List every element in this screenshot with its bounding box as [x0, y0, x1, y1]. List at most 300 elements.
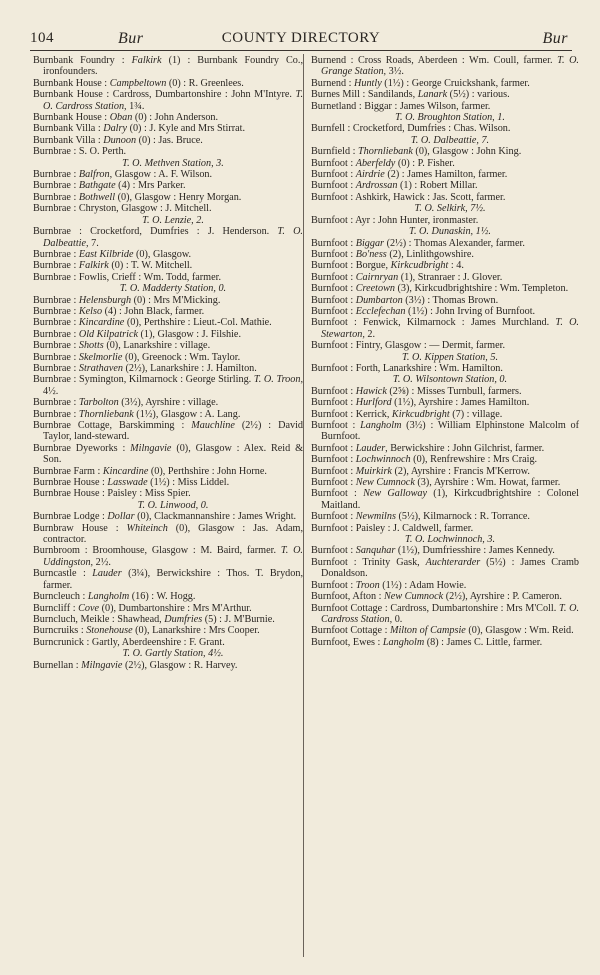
directory-entry [311, 545, 579, 556]
directory-entry [33, 78, 303, 89]
entry-place: Kincardine [102, 465, 149, 477]
directory-entry [33, 466, 303, 477]
entry-place: Huntly [354, 77, 382, 89]
entry-place: Biggar [355, 237, 385, 249]
directory-entry [311, 397, 579, 408]
entry-text: Burnfoot : [311, 237, 356, 249]
entry-text: Burnfoot : Trinity Gask, [311, 556, 426, 568]
entry-detail: (16) : W. Hogg. [129, 591, 196, 603]
entry-place: Troon [355, 579, 380, 591]
directory-entry [33, 523, 303, 546]
entry-telegraph-office: T. O. Dalbeattie, 7. [410, 134, 490, 146]
entry-detail: (1½), Ayrshire : James Hamilton. [391, 397, 530, 409]
entry-detail: (0), Glasgow : Henry Morgan. [115, 191, 242, 203]
entry-text: Burnbrae : [33, 260, 79, 272]
entry-detail: (0), Lanarkshire : Mrs Cooper. [132, 625, 260, 637]
entry-place: Creetown [355, 283, 395, 295]
entry-telegraph-office: T. O. Linwood, 0. [137, 499, 209, 511]
entry-place: Ardrossan [355, 180, 398, 192]
entry-text: Burnbank Villa : [33, 134, 104, 146]
entry-detail: (3¼), Berwickshire : Thos. T. Brydon, farmer. [43, 568, 303, 591]
entry-place: Cove [78, 602, 100, 614]
directory-entry [311, 180, 579, 191]
entry-detail: (0) : Mrs M'Micking. [131, 294, 221, 306]
entry-text: Burnbank Foundry : [33, 55, 132, 66]
entry-detail: (1) : Robert Millar. [397, 180, 478, 192]
entry-detail: (1½), Dumfriesshire : James Kennedy. [395, 545, 555, 557]
page-title: COUNTY DIRECTORY [221, 30, 381, 46]
entry-place: Ecclefechan [355, 305, 406, 317]
entry-place: Hurlford [355, 397, 392, 409]
directory-entry [33, 123, 303, 134]
entry-place: Langholm [360, 420, 402, 431]
entry-text: Burnfoot : [311, 157, 356, 169]
entry-text: Burncruiks : [33, 625, 87, 637]
entry-detail: (4) : John Black, farmer. [102, 305, 205, 317]
entry-detail: (1), Kirkcudbrightshire : Colonel Maitland. [321, 488, 579, 511]
entry-text: Burnbrae : [33, 294, 79, 306]
entry-text: Burnbrae : [33, 340, 79, 352]
entry-place: Falkirk [131, 55, 162, 66]
directory-entry [33, 397, 303, 408]
entry-place: Dalry [103, 123, 128, 135]
entry-detail: (2½) : David Taylor, land-steward. [43, 420, 303, 443]
entry-detail: (5½) : James Cramb Donaldson. [321, 556, 579, 580]
directory-entry [33, 477, 303, 488]
entry-place: Langholm [87, 591, 130, 603]
entry-text: Burnbank House : Cardross, Dumbartonshire : John M'Intyre. [33, 89, 296, 101]
directory-entry [33, 146, 303, 169]
entry-detail: (1), Glasgow : J. Filshie. [137, 328, 241, 340]
directory-entry [311, 591, 579, 602]
directory-entry [311, 272, 579, 283]
directory-entry [33, 226, 303, 249]
entry-text: Burnbrae House : Paisley : Miss Spier. [33, 488, 191, 500]
directory-entry [311, 317, 579, 340]
entry-place: Stonehouse [86, 625, 133, 637]
entry-detail: (1½), Glasgow : A. Lang. [133, 408, 241, 420]
entry-telegraph-office: T. O. Wilsontown Station, 0. [392, 374, 508, 386]
directory-entry [33, 488, 303, 511]
entry-text: Burnfoot, Afton : [311, 591, 385, 603]
page-header [30, 30, 572, 50]
entry-text: Burnbrae : Fowlis, Crieff : Wm. Todd, farmer. [33, 271, 222, 283]
entry-text: Burnfoot : Kerrick, [311, 408, 392, 420]
entry-detail: (5) : J. M'Burnie. [202, 613, 275, 625]
entry-place: New Galloway [363, 488, 428, 500]
entry-text: Burncliff : [33, 602, 79, 614]
entry-text: Burnbrae : [33, 248, 79, 260]
entry-detail: 3½. [386, 66, 404, 78]
directory-entry [33, 443, 303, 466]
entry-text: Burnbrae Lodge : [33, 511, 108, 523]
entry-text: Burnbrae : Symington, Kilmarnock : George Stirling. [33, 374, 254, 386]
entry-text: Burnbank House : [33, 77, 110, 89]
entry-text: Burnbrae : [33, 305, 79, 317]
entry-text: Burnfoot : [311, 579, 356, 591]
entry-place: Kirkcudbright [391, 408, 450, 420]
entry-text: Burnfield : [311, 146, 358, 158]
entry-text: Burnend : Cross Roads, Aberdeen : Wm. Coull, farmer. [311, 55, 558, 66]
entry-detail: (0), Lanarkshire : village. [103, 340, 211, 352]
entry-place: Skelmorlie [78, 351, 123, 363]
entry-detail: (0), Glasgow : Alex. Reid & Son. [43, 442, 303, 466]
entry-place: Dunoon [103, 134, 137, 146]
entry-detail: (1), Stranraer : J. Glover. [398, 271, 503, 283]
entry-place: Campbeltown [109, 77, 167, 89]
directory-entry [311, 363, 579, 386]
entry-text: Burnfoot Cottage : Cardross, Dumbartonshire : Mrs M'Coll. [311, 602, 559, 614]
directory-entry [33, 169, 303, 180]
entry-place: Balfron [78, 169, 110, 181]
directory-entry [311, 523, 579, 546]
entry-text: Burnfoot : [311, 271, 356, 283]
directory-entry [311, 295, 579, 306]
entry-detail: (1) : Burnbank Foundry Co., ironfounders. [43, 55, 303, 78]
entry-place: Helensburgh [78, 294, 132, 306]
entry-telegraph-office: T. O. Kippen Station, 5. [401, 351, 499, 363]
directory-entry [311, 89, 579, 100]
directory-entry [311, 466, 579, 477]
entry-text: Burnfoot : [311, 545, 356, 557]
entry-telegraph-office: T. O. Gartly Station, 4½. [122, 648, 224, 660]
entry-text: Burnfoot : Fenwick, Kilmarnock : James Murchland. [311, 317, 556, 329]
entry-text: Burnfoot : [311, 420, 361, 431]
directory-entry [311, 78, 579, 89]
directory-entry [33, 135, 303, 146]
entry-text: Burnfoot : [311, 397, 356, 409]
entry-detail: (0), Glasgow : John King. [412, 146, 522, 158]
directory-entry [33, 89, 303, 112]
entry-text: Burnbrae : [33, 169, 79, 181]
entry-detail: (2) : James Hamilton, farmer. [384, 169, 508, 181]
entry-place: Bathgate [78, 180, 116, 192]
entry-place: Thornliebank [78, 408, 134, 420]
entry-detail: (0) : R. Greenlees. [166, 77, 244, 89]
directory-entry [33, 112, 303, 123]
directory-entry [311, 340, 579, 363]
directory-entry [311, 443, 579, 454]
entry-detail: (0) : John Anderson. [132, 112, 219, 124]
entry-text: Burnbrae House : [33, 477, 108, 489]
entry-place: Bothwell [78, 191, 116, 203]
directory-entry [33, 511, 303, 522]
entry-telegraph-office: T. O. Dunaskin, 1½. [409, 226, 491, 238]
directory-entry [33, 192, 303, 203]
directory-entry [33, 306, 303, 317]
entry-text: Burnfoot : [311, 511, 356, 523]
entry-place: Sanquhar [355, 545, 396, 557]
entry-place: T. O. Stewarton, [321, 317, 579, 340]
entry-text: Burncastle : [33, 568, 93, 580]
directory-entry [311, 192, 579, 215]
directory-entry [33, 55, 303, 78]
entry-detail: (4) : Mrs Parker. [115, 180, 186, 192]
directory-entry [33, 352, 303, 363]
entry-text: Burnfoot : [311, 442, 356, 454]
entry-text: Burnbrae : [33, 317, 79, 329]
entry-place: East Kilbride [78, 248, 134, 260]
entry-text: Burncrunick : Gartly, Aberdeenshire : F. Grant. [33, 636, 225, 648]
entry-detail: (1½) : John Irving of Burnfoot. [405, 305, 536, 317]
entry-detail: (0) : T. W. Mitchell. [108, 260, 193, 272]
entry-detail: 2½. [93, 556, 111, 568]
entry-place: Lauder [92, 568, 122, 580]
entry-text: Burncleuch : [33, 591, 88, 603]
entry-text: Burnellan : [33, 659, 82, 671]
directory-entry [311, 123, 579, 146]
directory-entry [311, 409, 579, 420]
entry-text: Burnbrae : [33, 328, 79, 340]
entry-detail: : 4. [448, 260, 464, 272]
entry-place: T. O. Troon, [253, 374, 303, 386]
entry-place: T. O. Uddingston, [43, 545, 303, 568]
entry-detail: (8) : James C. Little, farmer. [424, 636, 543, 648]
entry-detail: (5½), Kilmarnock : R. Torrance. [395, 511, 530, 523]
entry-place: Dumfries [164, 613, 203, 625]
entry-place: Aberfeldy [355, 157, 396, 169]
directory-entry [33, 409, 303, 420]
entry-text: Burnbrae : [33, 397, 79, 409]
directory-entry [311, 283, 579, 294]
entry-telegraph-office: T. O. Madderty Station, 0. [119, 283, 227, 295]
entry-place: Whiteinch [126, 522, 168, 534]
entry-place: Muirkirk [355, 465, 392, 477]
entry-detail: (2), Ayrshire : Francis M'Kerrow. [391, 465, 530, 477]
entry-telegraph-office: T. O. Selkirk, 7½. [414, 203, 486, 215]
header-rule [30, 50, 572, 51]
directory-entry [33, 340, 303, 351]
entry-detail: (3), Ayrshire : Wm. Howat, farmer. [414, 477, 561, 489]
entry-place: Old Kilpatrick [78, 328, 138, 340]
entry-place: Cairnryan [355, 271, 399, 283]
entry-place: Kelso [78, 305, 103, 317]
entry-detail: (7) : village. [449, 408, 503, 420]
entry-text: Burnbrae Cottage, Barskimming : [33, 420, 192, 431]
entry-place: Langholm [382, 636, 425, 648]
directory-entry [33, 420, 303, 443]
entry-text: Burnfoot : Ashkirk, Hawick : Jas. Scott, farmer. [311, 191, 506, 203]
entry-place: T. O. Cardross Station, [43, 89, 303, 112]
entry-detail: (3½) : Thomas Brown. [402, 294, 499, 306]
entry-text: Burnfoot : [311, 248, 356, 260]
entry-place: Newmilns [355, 511, 396, 523]
entry-text: Burnfoot : Fintry, Glasgow : — Dermit, farmer. [311, 340, 506, 352]
entry-detail: (5½) : various. [447, 89, 510, 101]
entry-detail: (0), Perthshire : John Horne. [148, 465, 267, 477]
entry-detail: , Berwickshire : John Gilchrist, farmer. [385, 442, 545, 454]
directory-entry [33, 660, 303, 671]
entry-text: Burnfoot : [311, 454, 356, 466]
entry-place: Falkirk [78, 260, 109, 272]
entry-detail: (1½) : Adam Howie. [379, 579, 467, 591]
entry-detail: (0) : J. Kyle and Mrs Stirrat. [127, 123, 246, 135]
entry-text: Burnbrae : [33, 362, 79, 374]
directory-entry [311, 420, 579, 443]
entry-text: Burnbrae : Chryston, Glasgow : J. Mitchell. [33, 203, 212, 215]
page-number: 104 [30, 30, 54, 46]
directory-entry [311, 637, 579, 648]
entry-place: Airdrie [355, 169, 385, 181]
entry-telegraph-office: T. O. Broughton Station, 1. [395, 112, 505, 124]
entry-text: Burnbroom : Broomhouse, Glasgow : M. Baird, farmer. [33, 545, 281, 557]
entry-detail: (0), Glasgow : Wm. Reid. [465, 625, 574, 637]
directory-entry [311, 306, 579, 317]
entry-place: Strathaven [78, 362, 123, 374]
entry-place: Auchterarder [425, 556, 481, 568]
directory-entry [311, 386, 579, 397]
directory-entry [311, 146, 579, 157]
entry-detail: (2½) : Thomas Alexander, farmer. [384, 237, 525, 249]
entry-text: Burnbank Villa : [33, 123, 104, 135]
entry-text: Burnbraw House : [33, 522, 127, 534]
entry-detail: (0) : Jas. Bruce. [136, 134, 203, 146]
directory-entry [33, 329, 303, 340]
entry-place: Milngavie [130, 442, 172, 454]
directory-entry [311, 55, 579, 78]
entry-text: Burnfoot : [311, 465, 356, 477]
entry-place: Lauder [355, 442, 386, 454]
entry-text: Burnbrae : [33, 408, 79, 420]
entry-text: Burnfoot Cottage : [311, 625, 390, 637]
entry-text: Burnfoot : [311, 385, 356, 397]
entry-detail: (2½), Ayrshire : P. Cameron. [443, 591, 562, 603]
entry-place: T. O. Grange Station, [321, 55, 579, 78]
directory-entry [33, 180, 303, 191]
entry-detail: (0) : P. Fisher. [395, 157, 455, 169]
directory-entry [311, 557, 579, 580]
left-running-head: Bur [118, 30, 144, 47]
entry-telegraph-office: T. O. Methven Station, 3. [122, 157, 224, 169]
entry-text: Burncluch, Meikle : Shawhead, [33, 613, 165, 625]
entry-detail: 2. [364, 328, 376, 340]
directory-entry [33, 603, 303, 614]
directory-entry [311, 625, 579, 636]
directory-entry [311, 511, 579, 522]
entry-detail: 7. [88, 237, 99, 249]
entry-place: Tarbolton [78, 397, 119, 409]
entry-place: Hawick [355, 385, 387, 397]
entry-telegraph-office: T. O. Lenzie, 2. [142, 214, 204, 226]
entry-place: Lochwinnoch [355, 454, 411, 466]
directory-entry [311, 603, 579, 626]
entry-text: Burnfoot : Forth, Lanarkshire : Wm. Hamilton. [311, 362, 503, 374]
entry-text: Burnfoot : [311, 283, 356, 295]
directory-entry [33, 625, 303, 636]
entry-detail: 0. [392, 613, 403, 625]
entry-place: Dollar [107, 511, 135, 523]
entry-place: Dumbarton [355, 294, 403, 306]
directory-entry [311, 169, 579, 180]
entry-text: Burnfoot : [311, 169, 356, 181]
entry-text: Burnbrae : [33, 351, 79, 363]
directory-entry [33, 568, 303, 591]
directory-entry [311, 215, 579, 238]
entry-text: Burnfoot : Paisley : J. Caldwell, farmer. [311, 522, 474, 534]
directory-entry [311, 488, 579, 511]
entry-place: Milton of Campsie [389, 625, 466, 637]
entry-text: Burnfoot, Ewes : [311, 636, 383, 648]
entry-place: Milngavie [81, 659, 123, 671]
entry-detail: (3), Kirkcudbrightshire : Wm. Templeton. [394, 283, 569, 295]
entry-detail: 4½. [43, 385, 59, 397]
entry-text: Burnfoot : [311, 180, 356, 192]
directory-entry [33, 637, 303, 660]
entry-detail: (0), Perthshire : Lieut.-Col. Mathie. [124, 317, 272, 329]
right-running-head: Bur [542, 30, 568, 47]
entry-detail: (2⅝) : Misses Turnbull, farmers. [386, 385, 522, 397]
directory-entry [311, 238, 579, 249]
entry-place: Thornliebank [357, 146, 413, 158]
directory-entry [311, 477, 579, 488]
left-column [33, 55, 303, 671]
entry-detail: (0), Glasgow. [133, 248, 192, 260]
right-column [311, 55, 579, 648]
entry-text: Burnbank House : [33, 112, 110, 124]
directory-entry [311, 249, 579, 260]
directory-entry [311, 260, 579, 271]
entry-place: Oban [109, 112, 133, 124]
entry-place: New Cumnock [355, 477, 415, 489]
entry-text: Burnfoot : [311, 294, 356, 306]
directory-entry [311, 101, 579, 124]
entry-detail: 1¾. [126, 100, 145, 112]
entry-place: Mauchline [191, 420, 235, 431]
entry-detail: (0), Greenock : Wm. Taylor. [122, 351, 241, 363]
entry-text: Burnend : [311, 77, 355, 89]
entry-place: Lasswade [107, 477, 148, 489]
entry-place: New Cumnock [384, 591, 444, 603]
entry-text: Burnfoot : [311, 477, 356, 489]
entry-text: Burnfoot : Ayr : John Hunter, ironmaster. [311, 214, 479, 226]
directory-entry [311, 454, 579, 465]
entry-text: Burnfoot : [311, 305, 356, 317]
directory-entry [33, 249, 303, 260]
entry-detail: (3½) : William Elphinstone Malcolm of Burnfoot. [321, 420, 579, 443]
entry-text: Burnbrae : [33, 180, 79, 192]
entry-text: Burnes Mill : Sandilands, [311, 89, 418, 101]
entry-place: T. O. Cardross Station, [321, 602, 579, 625]
entry-text: Burnfoot : Borgue, [311, 260, 391, 272]
entry-detail: (2), Linlithgowshire. [386, 248, 474, 260]
entry-text: Burnetland : Biggar : James Wilson, farmer. [311, 100, 491, 112]
directory-entry [33, 545, 303, 568]
directory-entry [33, 317, 303, 328]
directory-entry [33, 295, 303, 306]
entry-detail: (0), Dumbartonshire : Mrs M'Arthur. [99, 602, 252, 614]
entry-detail: (0), Glasgow : Jas. Adam, contractor. [43, 522, 303, 546]
entry-text: Burnbrae : S. O. Perth. [33, 146, 127, 158]
entry-text: Burnbrae : [33, 191, 79, 203]
directory-entry [33, 591, 303, 602]
entry-detail: (2½), Glasgow : R. Harvey. [122, 659, 238, 671]
entry-detail: (0), Renfrewshire : Mrs Craig. [410, 454, 538, 466]
entry-place: Shotts [78, 340, 104, 352]
directory-entry [311, 580, 579, 591]
entry-text: Burnfell : Crocketford, Dumfries : Chas. Wilson. [311, 123, 511, 135]
directory-entry [33, 363, 303, 374]
directory-entry [33, 614, 303, 625]
entry-detail: (2½), Lanarkshire : J. Hamilton. [122, 362, 257, 374]
entry-place: Bo'ness [355, 248, 387, 260]
entry-text: Burnbrae Dyeworks : [33, 442, 131, 454]
entry-place: T. O. Dalbeattie, [43, 226, 303, 249]
entry-telegraph-office: T. O. Lochwinnoch, 3. [404, 534, 496, 546]
directory-entry [33, 260, 303, 271]
directory-entry [311, 158, 579, 169]
entry-detail: (1½) : George Cruickshank, farmer. [381, 77, 530, 89]
column-divider [303, 54, 304, 957]
